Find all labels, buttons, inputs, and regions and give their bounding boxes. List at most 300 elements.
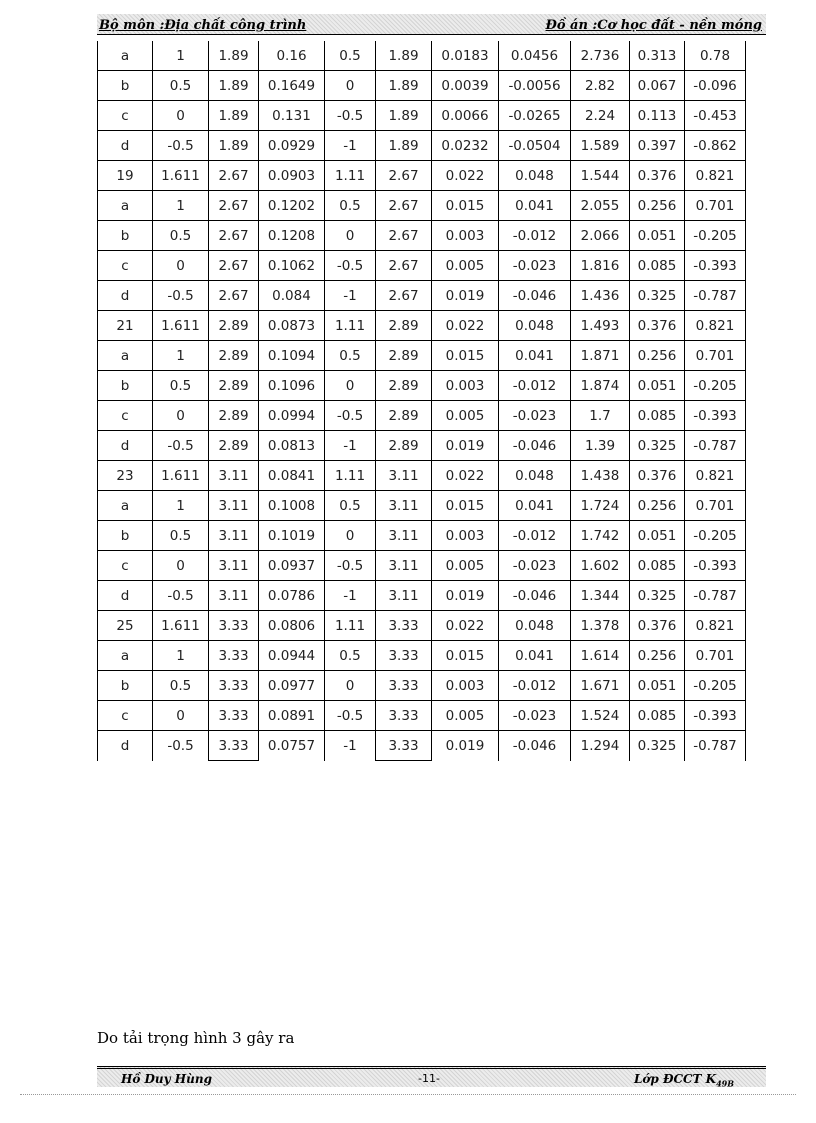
table-cell: 0.051 <box>630 371 685 401</box>
table-cell: 0.0891 <box>259 701 325 731</box>
table-cell: 2.89 <box>209 431 259 461</box>
table-body <box>98 41 746 761</box>
table-cell: 0.1096 <box>259 371 325 401</box>
table-cell: 0.701 <box>685 341 746 371</box>
table-cell: -0.012 <box>499 371 571 401</box>
table-cell: 0.1208 <box>259 221 325 251</box>
footer-class <box>634 1072 734 1088</box>
table-row <box>98 641 746 671</box>
table-cell: 0.067 <box>630 71 685 101</box>
table-cell: -0.453 <box>685 101 746 131</box>
table-cell: 2.67 <box>209 281 259 311</box>
table-cell: 1.39 <box>571 431 630 461</box>
table-cell: 19 <box>98 161 153 191</box>
table-cell: 0.5 <box>153 371 209 401</box>
table-cell: 0.041 <box>499 641 571 671</box>
table-cell: b <box>98 221 153 251</box>
table-cell: 2.67 <box>376 251 432 281</box>
table-cell: 3.11 <box>209 581 259 611</box>
table-cell: 0.0977 <box>259 671 325 701</box>
table-cell: 1.602 <box>571 551 630 581</box>
table-cell: 3.11 <box>376 551 432 581</box>
table-cell: 3.33 <box>376 701 432 731</box>
table-cell: 3.11 <box>376 461 432 491</box>
table-cell: 0.325 <box>630 281 685 311</box>
table-cell: 23 <box>98 461 153 491</box>
table-cell: -0.5 <box>153 431 209 461</box>
table-cell: 1.589 <box>571 131 630 161</box>
table-cell: 0.051 <box>630 671 685 701</box>
table-cell: 1 <box>153 491 209 521</box>
table-cell: 1.89 <box>209 41 259 71</box>
table-cell: 2.89 <box>376 401 432 431</box>
table-row <box>98 41 746 71</box>
table-row <box>98 461 746 491</box>
table-cell: 2.67 <box>209 191 259 221</box>
table-cell: -0.096 <box>685 71 746 101</box>
table-cell: -1 <box>325 281 376 311</box>
table-cell: 1.11 <box>325 611 376 641</box>
table-cell: b <box>98 71 153 101</box>
data-table <box>97 41 746 761</box>
table-cell: 0.019 <box>432 731 499 761</box>
table-cell: -0.5 <box>325 251 376 281</box>
table-cell: 21 <box>98 311 153 341</box>
table-cell: 0.256 <box>630 341 685 371</box>
table-cell: 0.084 <box>259 281 325 311</box>
table-cell: 2.89 <box>376 341 432 371</box>
table-row <box>98 221 746 251</box>
table-cell: 0.015 <box>432 191 499 221</box>
table-cell: c <box>98 401 153 431</box>
table-cell: -0.0056 <box>499 71 571 101</box>
table-cell: 0.376 <box>630 611 685 641</box>
table-cell: -0.5 <box>153 731 209 761</box>
table-cell: 1.7 <box>571 401 630 431</box>
page-header <box>97 14 766 35</box>
table-cell: 1.611 <box>153 611 209 641</box>
table-cell: -0.5 <box>153 281 209 311</box>
table-cell: -0.205 <box>685 521 746 551</box>
table-cell: -0.393 <box>685 401 746 431</box>
header-department: Bộ môn :Địa chất công trình <box>99 18 307 33</box>
table-cell: 0.003 <box>432 221 499 251</box>
footer-class-subscript: 49B <box>716 1078 734 1089</box>
table-cell: 0.0903 <box>259 161 325 191</box>
table-cell: 2.67 <box>376 281 432 311</box>
table-row <box>98 311 746 341</box>
table-cell: 0.048 <box>499 311 571 341</box>
table-cell: 0 <box>153 101 209 131</box>
table-cell: 2.89 <box>209 311 259 341</box>
table-cell: 1.742 <box>571 521 630 551</box>
table-cell: 0.397 <box>630 131 685 161</box>
table-cell: 0.5 <box>325 41 376 71</box>
table-cell: b <box>98 671 153 701</box>
table-cell: 0.256 <box>630 191 685 221</box>
table-cell: 0 <box>325 521 376 551</box>
table-cell: 0.5 <box>153 521 209 551</box>
table-cell: 0 <box>153 251 209 281</box>
table-cell: 2.066 <box>571 221 630 251</box>
table-cell: 0.005 <box>432 251 499 281</box>
table-cell: 0 <box>325 71 376 101</box>
table-cell: 0.0806 <box>259 611 325 641</box>
table-cell: 0.015 <box>432 491 499 521</box>
table-cell: -0.023 <box>499 551 571 581</box>
table-cell: 0.0183 <box>432 41 499 71</box>
table-row <box>98 731 746 761</box>
table-cell: 2.89 <box>209 401 259 431</box>
table-cell: 0.003 <box>432 521 499 551</box>
table-cell: 0.1008 <box>259 491 325 521</box>
table-cell: 0 <box>325 371 376 401</box>
table-cell: d <box>98 131 153 161</box>
table-cell: 0.048 <box>499 461 571 491</box>
table-cell: 0.1649 <box>259 71 325 101</box>
table-cell: -1 <box>325 581 376 611</box>
table-cell: 0.022 <box>432 161 499 191</box>
table-cell: 0.005 <box>432 551 499 581</box>
table-cell: -0.5 <box>325 701 376 731</box>
table-cell: 1.344 <box>571 581 630 611</box>
table-cell: -0.787 <box>685 581 746 611</box>
table-cell: 0.5 <box>325 341 376 371</box>
table-cell: 1.611 <box>153 311 209 341</box>
table-cell: d <box>98 281 153 311</box>
table-cell: 2.89 <box>376 431 432 461</box>
table-cell: 3.33 <box>209 701 259 731</box>
table-cell: 0.701 <box>685 641 746 671</box>
table-cell: 1.89 <box>376 101 432 131</box>
table-cell: 2.24 <box>571 101 630 131</box>
table-cell: 0.376 <box>630 161 685 191</box>
table-row <box>98 431 746 461</box>
table-cell: 1.611 <box>153 161 209 191</box>
table-cell: 0.0873 <box>259 311 325 341</box>
table-cell: 2.82 <box>571 71 630 101</box>
table-cell: -0.205 <box>685 221 746 251</box>
table-cell: 0.701 <box>685 491 746 521</box>
table-cell: -0.023 <box>499 701 571 731</box>
table-cell: 0.5 <box>325 641 376 671</box>
table-cell: 1.874 <box>571 371 630 401</box>
table-cell: a <box>98 191 153 221</box>
table-cell: 0.131 <box>259 101 325 131</box>
table-cell: 3.11 <box>209 551 259 581</box>
table-cell: -0.046 <box>499 281 571 311</box>
table-cell: 0.003 <box>432 371 499 401</box>
table-cell: 0.1062 <box>259 251 325 281</box>
table-cell: 0.0944 <box>259 641 325 671</box>
table-cell: 3.11 <box>376 491 432 521</box>
table-cell: 1.378 <box>571 611 630 641</box>
table-cell: 0.376 <box>630 311 685 341</box>
table-cell: 2.67 <box>376 191 432 221</box>
table-cell: 0.1094 <box>259 341 325 371</box>
table-cell: -0.787 <box>685 731 746 761</box>
table-cell: 0 <box>153 551 209 581</box>
table-cell: 0.0757 <box>259 731 325 761</box>
table-cell: -0.5 <box>325 401 376 431</box>
table-cell: 3.11 <box>376 521 432 551</box>
table-cell: d <box>98 431 153 461</box>
table-cell: 0.085 <box>630 251 685 281</box>
table-cell: 0.0813 <box>259 431 325 461</box>
table-cell: 0.019 <box>432 581 499 611</box>
table-cell: 0.376 <box>630 461 685 491</box>
table-row <box>98 611 746 641</box>
table-cell: -0.393 <box>685 251 746 281</box>
table-cell: 3.33 <box>376 671 432 701</box>
table-cell: 2.89 <box>209 371 259 401</box>
table-cell: 0.821 <box>685 311 746 341</box>
table-cell: 2.89 <box>376 311 432 341</box>
table-cell: -0.0504 <box>499 131 571 161</box>
table-cell: 0.085 <box>630 401 685 431</box>
table-cell: b <box>98 521 153 551</box>
table-cell: -0.205 <box>685 371 746 401</box>
table-cell: 1.436 <box>571 281 630 311</box>
table-row <box>98 341 746 371</box>
table-cell: -1 <box>325 731 376 761</box>
table-cell: 1.89 <box>209 101 259 131</box>
table-cell: 0.019 <box>432 431 499 461</box>
table-cell: -0.046 <box>499 731 571 761</box>
table-cell: c <box>98 101 153 131</box>
table-cell: 1 <box>153 41 209 71</box>
footer-class-name: Lớp ĐCCT K <box>633 1072 717 1086</box>
table-cell: -0.012 <box>499 521 571 551</box>
table-cell: 1.89 <box>209 71 259 101</box>
table-cell: 0.005 <box>432 701 499 731</box>
table-row <box>98 521 746 551</box>
table-cell: -0.046 <box>499 431 571 461</box>
table-cell: 0.5 <box>153 671 209 701</box>
table-cell: 0.5 <box>325 191 376 221</box>
table-cell: b <box>98 371 153 401</box>
table-cell: 0.313 <box>630 41 685 71</box>
footer-page-number: -11- <box>418 1072 440 1085</box>
table-cell: 1.438 <box>571 461 630 491</box>
table-cell: 3.33 <box>376 731 432 761</box>
table-cell: 0.256 <box>630 491 685 521</box>
table-cell: 0 <box>153 701 209 731</box>
table-cell: 3.33 <box>376 641 432 671</box>
table-cell: 2.67 <box>376 221 432 251</box>
table-cell: 0.019 <box>432 281 499 311</box>
table-cell: -0.0265 <box>499 101 571 131</box>
table-cell: -0.393 <box>685 551 746 581</box>
table-cell: 0.048 <box>499 161 571 191</box>
table-cell: 25 <box>98 611 153 641</box>
table-cell: 0.041 <box>499 491 571 521</box>
table-cell: 0.325 <box>630 731 685 761</box>
table-cell: 1.671 <box>571 671 630 701</box>
table-cell: -0.012 <box>499 221 571 251</box>
table-cell: 1.724 <box>571 491 630 521</box>
table-row <box>98 701 746 731</box>
table-cell: 2.67 <box>209 251 259 281</box>
table-cell: 0.256 <box>630 641 685 671</box>
table-cell: -0.5 <box>325 101 376 131</box>
table-cell: 3.11 <box>209 491 259 521</box>
table-cell: 0.0929 <box>259 131 325 161</box>
table-cell: 3.11 <box>376 581 432 611</box>
table-cell: 0.015 <box>432 341 499 371</box>
table-cell: 3.11 <box>209 521 259 551</box>
table-cell: 1.89 <box>209 131 259 161</box>
table-cell: 1.614 <box>571 641 630 671</box>
table-cell: 0.085 <box>630 701 685 731</box>
table-cell: d <box>98 731 153 761</box>
caption-text: Do tải trọng hình 3 gây ra <box>97 1029 295 1047</box>
table-cell: a <box>98 341 153 371</box>
table-cell: -0.012 <box>499 671 571 701</box>
table-cell: -1 <box>325 431 376 461</box>
table-cell: 0.041 <box>499 341 571 371</box>
table-cell: 0.0994 <box>259 401 325 431</box>
header-project-title: Đồ án :Cơ học đất - nền móng <box>545 18 762 33</box>
table-cell: 3.33 <box>209 731 259 761</box>
table-cell: 0.5 <box>153 221 209 251</box>
table-cell: 0.041 <box>499 191 571 221</box>
table-cell: 0.022 <box>432 311 499 341</box>
table-cell: 1.89 <box>376 71 432 101</box>
table-cell: 1.11 <box>325 461 376 491</box>
table-cell: 0.0456 <box>499 41 571 71</box>
table-cell: 0.048 <box>499 611 571 641</box>
table-row <box>98 491 746 521</box>
table-cell: 0.1202 <box>259 191 325 221</box>
table-cell: 3.11 <box>209 461 259 491</box>
table-cell: -0.205 <box>685 671 746 701</box>
table-cell: 0.701 <box>685 191 746 221</box>
table-cell: 1.871 <box>571 341 630 371</box>
table-cell: 0.0066 <box>432 101 499 131</box>
table-row <box>98 671 746 701</box>
table-cell: 1.89 <box>376 41 432 71</box>
table-cell: 1.89 <box>376 131 432 161</box>
table-row <box>98 281 746 311</box>
table-cell: 0.022 <box>432 461 499 491</box>
table-cell: 0.0232 <box>432 131 499 161</box>
table-cell: 1.294 <box>571 731 630 761</box>
table-cell: a <box>98 491 153 521</box>
table-row <box>98 401 746 431</box>
table-cell: 1.816 <box>571 251 630 281</box>
table-row <box>98 161 746 191</box>
table-cell: 2.67 <box>209 161 259 191</box>
table-row <box>98 191 746 221</box>
table-cell: -0.787 <box>685 281 746 311</box>
table-cell: 2.89 <box>209 341 259 371</box>
table-cell: 1.493 <box>571 311 630 341</box>
table-cell: 3.33 <box>209 611 259 641</box>
table-cell: 0.005 <box>432 401 499 431</box>
bottom-divider <box>20 1094 796 1095</box>
table-cell: 0.78 <box>685 41 746 71</box>
table-cell: 0.325 <box>630 431 685 461</box>
table-cell: 2.055 <box>571 191 630 221</box>
table-cell: 1.11 <box>325 161 376 191</box>
table-cell: c <box>98 251 153 281</box>
table-cell: c <box>98 551 153 581</box>
table-cell: 3.33 <box>209 671 259 701</box>
table-cell: 0.0937 <box>259 551 325 581</box>
table-cell: 3.33 <box>209 641 259 671</box>
table-cell: 0.5 <box>325 491 376 521</box>
table-cell: 0.0786 <box>259 581 325 611</box>
table-cell: 1 <box>153 191 209 221</box>
table-cell: 0.16 <box>259 41 325 71</box>
table-cell: 0.085 <box>630 551 685 581</box>
table-cell: -0.023 <box>499 401 571 431</box>
table-row <box>98 581 746 611</box>
table-row <box>98 371 746 401</box>
table-cell: 2.67 <box>209 221 259 251</box>
table-cell: 0.0039 <box>432 71 499 101</box>
table-cell: 2.736 <box>571 41 630 71</box>
table-row <box>98 71 746 101</box>
table-cell: 2.89 <box>376 371 432 401</box>
table-cell: 0.022 <box>432 611 499 641</box>
table-cell: -0.5 <box>325 551 376 581</box>
table-cell: -0.787 <box>685 431 746 461</box>
table-cell: -0.862 <box>685 131 746 161</box>
table-cell: 0 <box>153 401 209 431</box>
table-cell: -0.5 <box>153 581 209 611</box>
table-row <box>98 131 746 161</box>
table-cell: 0.113 <box>630 101 685 131</box>
table-cell: 0.051 <box>630 221 685 251</box>
table-cell: 3.33 <box>376 611 432 641</box>
table-cell: -1 <box>325 131 376 161</box>
table-cell: a <box>98 641 153 671</box>
table-cell: 0.821 <box>685 161 746 191</box>
table-cell: 0.325 <box>630 581 685 611</box>
table-cell: 1.544 <box>571 161 630 191</box>
table-cell: -0.393 <box>685 701 746 731</box>
table-cell: 1.524 <box>571 701 630 731</box>
table-cell: d <box>98 581 153 611</box>
table-cell: 0.051 <box>630 521 685 551</box>
table-cell: 0.1019 <box>259 521 325 551</box>
table-cell: 2.67 <box>376 161 432 191</box>
table-row <box>98 101 746 131</box>
table-cell: 0.821 <box>685 611 746 641</box>
table-cell: -0.046 <box>499 581 571 611</box>
table-cell: 1 <box>153 641 209 671</box>
table-cell: 1 <box>153 341 209 371</box>
table-cell: 0.5 <box>153 71 209 101</box>
table-cell: 1.611 <box>153 461 209 491</box>
table-cell: -0.5 <box>153 131 209 161</box>
footer-author: Hồ Duy Hùng <box>121 1072 212 1086</box>
table-cell: c <box>98 701 153 731</box>
table-cell: 0.0841 <box>259 461 325 491</box>
table-row <box>98 551 746 581</box>
table-cell: -0.023 <box>499 251 571 281</box>
table-cell: 0 <box>325 671 376 701</box>
table-cell: a <box>98 41 153 71</box>
table-cell: 0.015 <box>432 641 499 671</box>
table-cell: 0 <box>325 221 376 251</box>
table-cell: 0.821 <box>685 461 746 491</box>
table-cell: 1.11 <box>325 311 376 341</box>
table-row <box>98 251 746 281</box>
table-cell: 0.003 <box>432 671 499 701</box>
